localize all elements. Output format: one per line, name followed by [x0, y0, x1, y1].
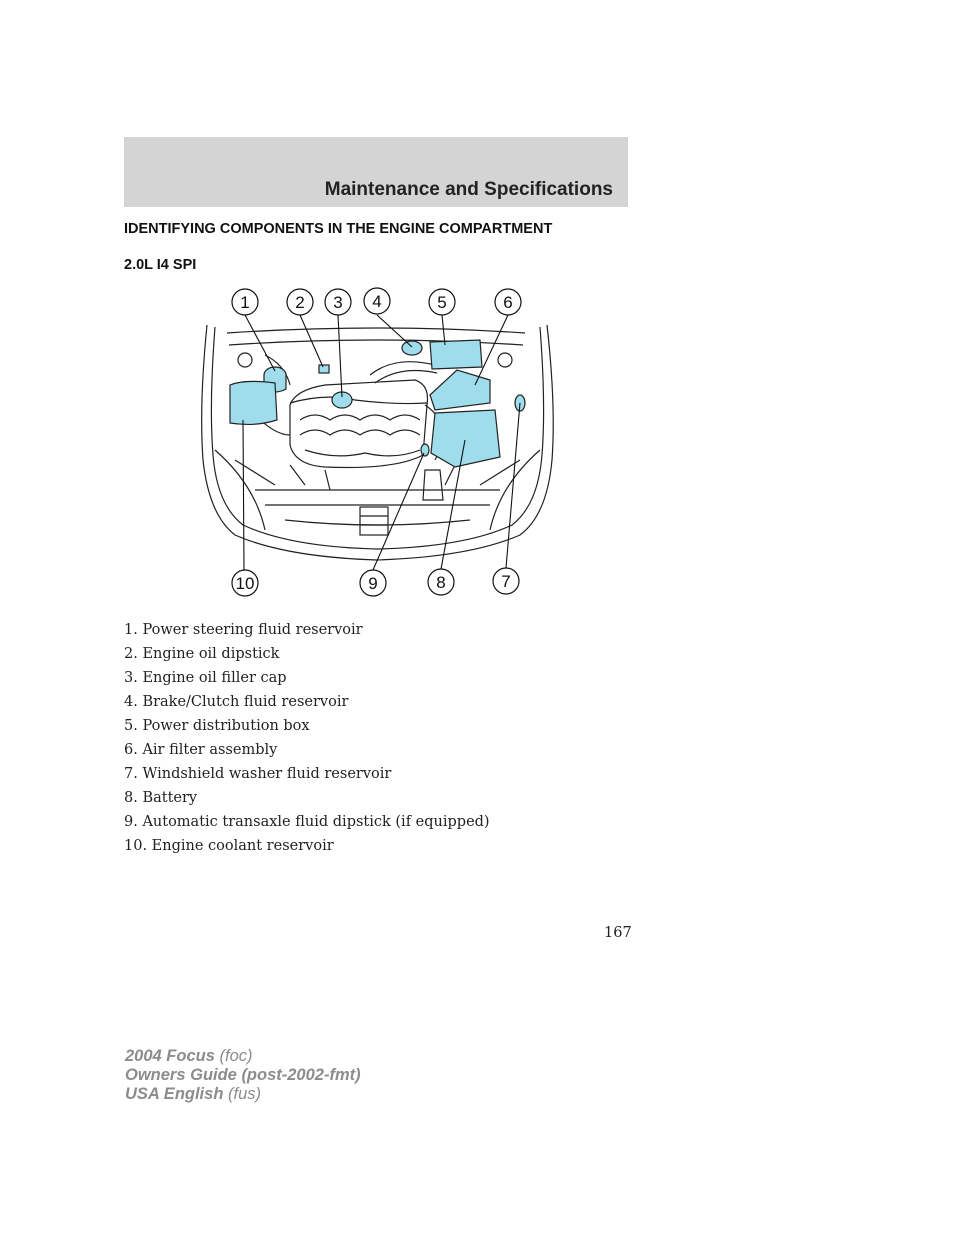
legend-item: 8. Battery [124, 790, 198, 806]
page-title: Maintenance and Specifications [324, 179, 613, 200]
callout-label-1: 1 [240, 293, 250, 312]
callout-label-9: 9 [368, 574, 378, 593]
engine-subheading: 2.0L I4 SPI [124, 257, 197, 273]
footer-language: USA English [125, 1085, 224, 1103]
legend-item: 10. Engine coolant reservoir [124, 838, 334, 854]
footer-line-1 [125, 1047, 361, 1066]
legend-item: 1. Power steering fluid reservoir [124, 622, 363, 638]
footer-model-code: (foc) [219, 1047, 253, 1065]
component-legend [124, 620, 490, 860]
engine-compartment-diagram [195, 285, 560, 600]
footer-line-2 [125, 1066, 361, 1085]
legend-item: 7. Windshield washer fluid reservoir [124, 766, 392, 782]
footer-model: 2004 Focus [125, 1047, 215, 1065]
callout-label-4: 4 [372, 292, 382, 311]
legend-item: 6. Air filter assembly [124, 742, 278, 758]
legend-item: 3. Engine oil filler cap [124, 670, 287, 686]
header-band [124, 137, 628, 207]
footer-line-3 [125, 1085, 361, 1104]
callout-label-7: 7 [501, 572, 511, 591]
section-heading: IDENTIFYING COMPONENTS IN THE ENGINE COMPARTMENT [124, 221, 553, 237]
legend-item: 5. Power distribution box [124, 718, 310, 734]
footer [125, 1047, 361, 1104]
callout-label-5: 5 [437, 293, 447, 312]
callout-label-6: 6 [503, 293, 513, 312]
callout-label-8: 8 [436, 573, 446, 592]
legend-item: 4. Brake/Clutch fluid reservoir [124, 694, 349, 710]
callout-label-3: 3 [333, 293, 343, 312]
footer-language-code: (fus) [228, 1085, 261, 1103]
callout-label-2: 2 [295, 293, 305, 312]
page-number: 167 [604, 925, 632, 941]
footer-guide: Owners Guide (post-2002-fmt) [125, 1066, 361, 1084]
legend-item: 2. Engine oil dipstick [124, 646, 280, 662]
callout-label-10: 10 [235, 574, 255, 593]
legend-item: 9. Automatic transaxle fluid dipstick (if equipped) [124, 814, 490, 830]
